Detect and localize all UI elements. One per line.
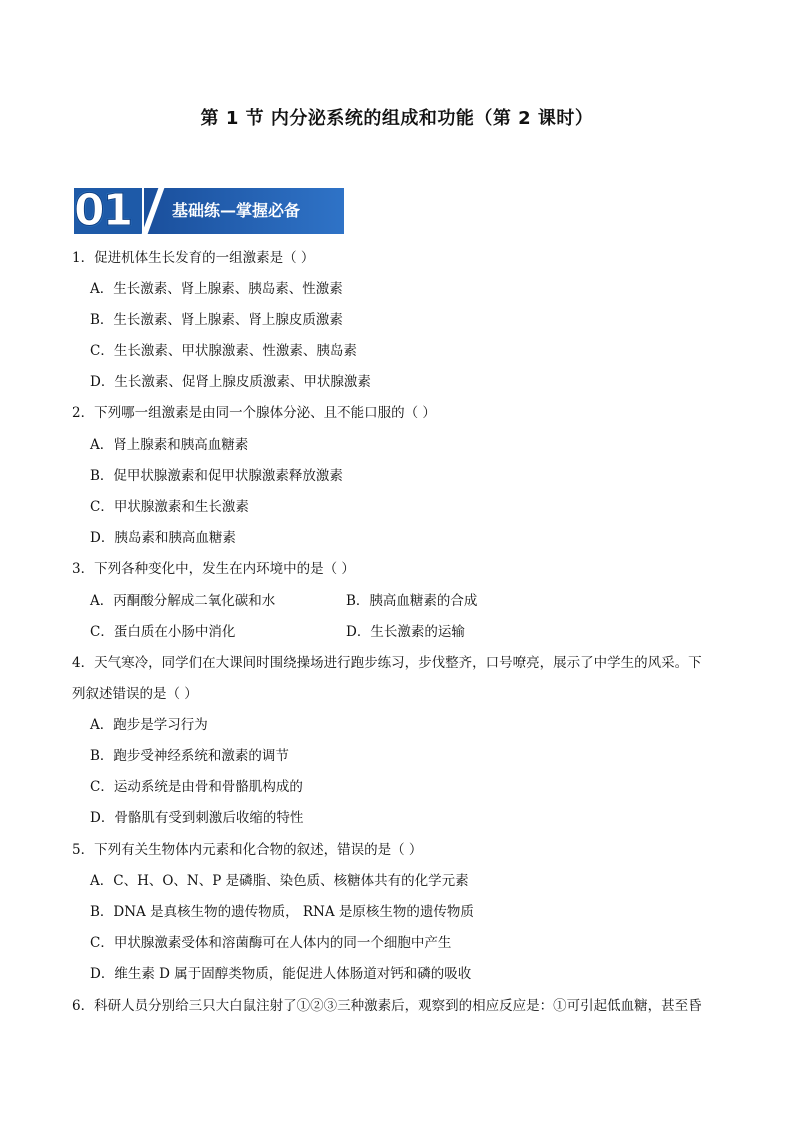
question-3-option-c: C．蛋白质在小肠中消化 (90, 624, 236, 640)
question-4-stem-line-1: 4．天气寒冷，同学们在大课间时围绕操场进行跑步练习，步伐整齐，口号嘹亮，展示了中学生的风采。下 (72, 655, 702, 671)
question-2-option-a: A．肾上腺素和胰高血糖素 (90, 437, 249, 453)
section-label: 基础练—掌握必备 (172, 201, 301, 220)
question-1-option-c: C．生长激素、甲状腺激素、性激素、胰岛素 (90, 343, 357, 359)
question-2-stem: 2．下列哪一组激素是由同一个腺体分泌、且不能口服的（ ） (72, 405, 436, 421)
question-3-stem: 3．下列各种变化中，发生在内环境中的是（ ） (72, 561, 355, 577)
question-5-option-a: A．C、H、O、N、P 是磷脂、染色质、核糖体共有的化学元素 (90, 873, 469, 889)
page-title: 第 1 节 内分泌系统的组成和功能（第 2 课时） (200, 108, 594, 129)
question-2-option-b: B．促甲状腺激素和促甲状腺激素释放激素 (90, 468, 343, 484)
question-5-stem: 5．下列有关生物体内元素和化合物的叙述，错误的是（ ） (72, 842, 423, 858)
question-4-option-a: A．跑步是学习行为 (90, 717, 208, 733)
section-banner (74, 185, 344, 236)
question-3-option-a: A．丙酮酸分解成二氧化碳和水 (90, 593, 276, 609)
question-1-option-a: A．生长激素、肾上腺素、胰岛素、性激素 (90, 281, 343, 297)
question-1-stem: 1．促进机体生长发育的一组激素是（ ） (72, 250, 315, 266)
question-6-stem: 6．科研人员分别给三只大白鼠注射了①②③三种激素后，观察到的相应反应是：①可引起低血糖，甚至昏 (72, 998, 702, 1014)
question-4-option-d: D．骨骼肌有受到刺激后收缩的特性 (90, 810, 304, 826)
question-1-option-b: B．生长激素、肾上腺素、肾上腺皮质激素 (90, 312, 343, 328)
section-number: 01 (74, 188, 142, 234)
question-5-option-c: C．甲状腺激素受体和溶菌酶可在人体内的同一个细胞中产生 (90, 935, 452, 951)
question-1-option-d: D．生长激素、促肾上腺皮质激素、甲状腺激素 (90, 374, 371, 390)
question-2-option-c: C．甲状腺激素和生长激素 (90, 499, 249, 515)
question-5-option-b: B．DNA 是真核生物的遗传物质， RNA 是原核生物的遗传物质 (90, 904, 474, 920)
question-3-option-b: B．胰高血糖素的合成 (346, 593, 478, 609)
question-4-stem-line-2: 列叙述错误的是（ ） (72, 686, 198, 702)
question-2-option-d: D．胰岛素和胰高血糖素 (90, 530, 236, 546)
question-3-option-d: D．生长激素的运输 (346, 624, 465, 640)
question-5-option-d: D．维生素 D 属于固醇类物质，能促进人体肠道对钙和磷的吸收 (90, 966, 472, 982)
question-4-option-b: B．跑步受神经系统和激素的调节 (90, 748, 289, 764)
question-4-option-c: C．运动系统是由骨和骨骼肌构成的 (90, 779, 303, 795)
